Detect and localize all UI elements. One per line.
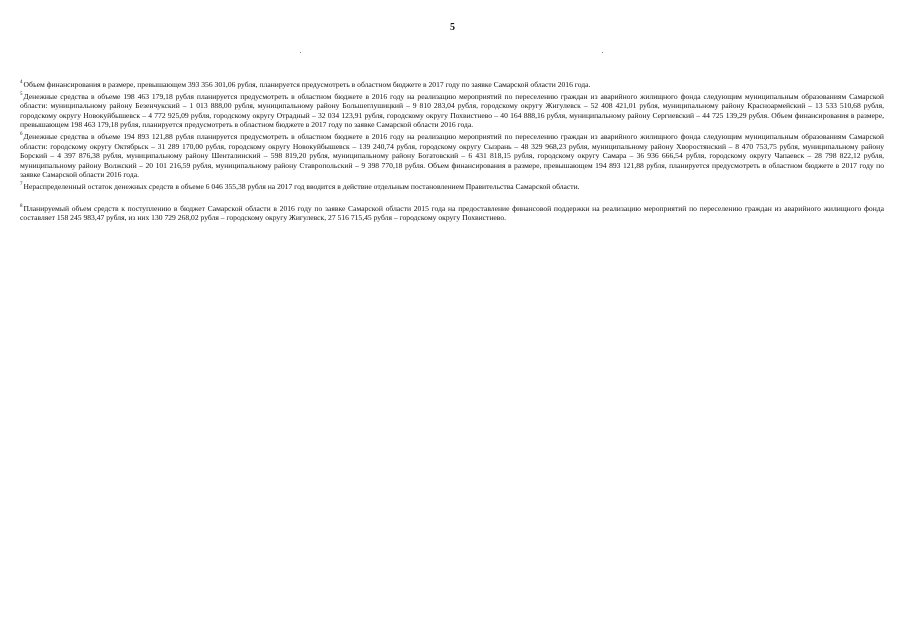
footnote-text: Денежные средства в объеме 194 893 121,88 рубля планируется предусмотреть в областном бюджете в 2016 году на реализацию мероприятий по переселению граждан из аварийного жилищного фонда следующим муниципальным образованиям Самарской области: городскому округу Октябрьск – 31 289 170,00 рубля, городскому округу Новокуйбышевск – 139 240,74 рубля, городскому округу Сызрань – 48 329 968,23 рубля, муниципальному району Хворостянский – 8 470 753,75 рубля, муниципальному району Борский – 4 397 876,38 рубля, муниципальному району Шенталинский – 598 819,20 рубля, муниципальному району Богатовский – 6 431 818,15 рубля, городскому округу Самара – 36 936 666,54 рубля, городскому округу Чапаевск – 28 798 822,12 рубля, муниципальному району Волжский – 20 101 216,59 рубля, муниципальному району Ставропольский – 9 398 770,18 рубля. Объем финансирования в размере, превышающем 194 893 121,88 рубля, планируется предусмотреть в областном бюджете в 2017 году по заявке Самарской области 2016 года. [20,131,884,180]
footnote-text: Денежные средства в объеме 198 463 179,18 рубля планируется предусмотреть в областном бюджете в 2016 году на реализацию мероприятий по переселению граждан из аварийного жилищного фонда следующим муниципальным образованиям Самарской области: муниципальному району Безенчукский – 1 013 888,00 рубля, муниципальному району Большеглушицкий – 9 810 283,04 рубля, городскому округу Жигулевск – 52 408 421,01 рубля, муниципальному району Красноармейский – 13 533 510,68 рубля, городскому округу Новокуйбышевск – 4 772 925,09 рубля, городскому округу Отрадный – 32 034 123,91 рубля, городскому округу Похвистнево – 40 164 888,16 рубля, муниципальному району Сергиевский – 44 725 139,29 рубля. Объем финансирования в размере, превышающем 198 463 179,18 рубля, планируется предусмотреть в областном бюджете в 2017 году по заявке Самарской области 2016 года. [20,91,884,130]
footnote-5 [20,92,884,130]
scan-speck [300,52,301,53]
footnote-mark: 6 [20,132,23,138]
footnote-8 [20,204,884,223]
footnote-mark: 8 [20,204,23,209]
page-number: 5 [450,22,455,33]
footnote-6 [20,132,884,180]
footnote-mark: 5 [20,92,23,98]
footnote-7 [20,182,884,192]
footnote-text: Нераспределенный остаток денежных средств в объеме 6 046 355,38 рубля на 2017 год вводится в действие отдельным постановлением Правительства Самарской области. [23,181,580,191]
footnote-4 [20,80,884,90]
footnote-text: Объем финансирования в размере, превышающем 393 356 301,06 рубля, планируется предусмотреть в областном бюджете в 2017 году по заявке Самарской области 2016 года. [23,80,591,89]
footnotes-section [20,80,884,225]
footnote-mark: 7 [20,182,23,188]
footnote-mark: 4 [20,80,23,86]
scan-speck [602,52,603,53]
footnote-text: Планируемый объем средств к поступлению в бюджет Самарской области в 2016 году по заявке Самарской области 2015 года на предоставление финансовой поддержки на реализацию мероприятий по переселению граждан из аварийного жилищного фонда составляет 158 245 983,47 рубля, из них 130 729 268,02 рубля – городскому округу Жигулевск, 27 516 715,45 рубля – городскому округу Похвистнево. [20,203,884,223]
